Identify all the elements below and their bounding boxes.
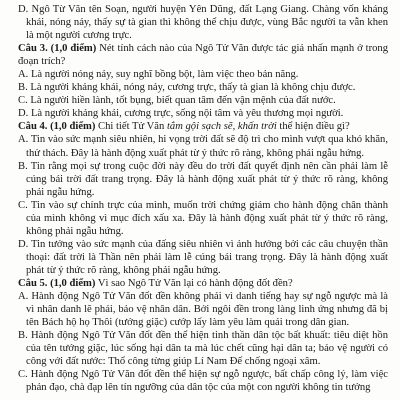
question-3 <box>18 42 388 68</box>
question-5-text: Vì sao Ngô Tử Văn lại có hành động đốt đền? <box>95 277 293 289</box>
q3-option-a: A. Là người nóng nảy, suy nghĩ bồng bột, làm việc theo bản năng. <box>18 69 299 81</box>
question-5 <box>18 277 388 290</box>
q2-option-d <box>18 3 388 42</box>
q5-option-a: A. Hành động Ngô Tử Văn đốt đền không phải vì danh tiếng hay sự ngỗ ngược mà là vì nhân danh lẽ phải, bảo vệ nhân dân. Bởi ngôi đền trong làng linh ứng nhưng đã bị tên Bách hộ họ Thôi (tướng giặc) cướp lấy làm yêu làm quái trong dân gian. <box>18 291 388 329</box>
q4-option-c: C. Tin vào sự chính trực của mình, muốn trời chứng giám cho hành động chân thành của mình không vì mục đích xấu xa. Đây là hành động xuất phát từ ý thức rõ ràng, không phải ngẫu hứng. <box>18 199 388 237</box>
q3-option-d: D. Là người khảng khái, cương trực, sống nội tâm và yêu thương mọi người. <box>18 108 344 120</box>
question-3-text: Nét tính cách nào của Ngô Tử Văn được tác giả nhấn mạnh ở trong đoạn trích? <box>18 43 388 68</box>
question-4-text: Chi tiết Tử Văn <box>95 121 167 133</box>
q5-option-b: B. Hành động Ngô Tử Văn đốt đền thể hiện tinh thần dân tộc bất khuất: tiêu diệt hồn của tên tướng giặc, lúc sống hại dân ta mà lúc chết cũng hại dân ta; bảo vệ người có công với đất nước: Thổ công từng giúp Lí Nam Đế chống ngoại xâm. <box>18 330 388 368</box>
line: khen là một người cương trực. <box>26 17 389 42</box>
line: D. Ngô Từ Văn tên Soạn, người huyện Yên Dũng, đất Lạng Giang. Chàng vốn kháng <box>18 4 388 15</box>
question-4-number: Câu 4. (1,0 điểm) <box>18 121 96 133</box>
question-4-text-end: thể hiện điều gì? <box>276 121 350 133</box>
q3-option-c: C. Là người hiền lành, tốt bụng, biết quan tâm đến vận mệnh của đất nước. <box>18 95 336 107</box>
q4-option-b: B. Tin rằng mọi sự trong cuộc đời này đều do trời đất quyết định nên cần phải làm lễ cúng bái trời đất trang trọng. Đây là hành động xuất phát từ ý thức rõ ràng, không phải ngẫu hứng. <box>18 160 388 198</box>
scan-edge <box>0 0 400 4</box>
line: khái, nóng nảy, thấy sự tà gian thì không thể chịu được, vùng Bắc người ta vẫn <box>26 17 365 29</box>
question-3-number: Câu 3. (1,0 điểm) <box>18 43 97 55</box>
q5-option-c: C. Hành động Ngô Tử Văn đốt đền thể hiện sự ngỗ ngược, bất chấp công lý, làm việc phản đạo, chà đạp lên tín ngưỡng của dân tộc của một con người không tin tưởng <box>18 369 388 394</box>
q4-option-a: A. Tin vào sức mạnh siêu nhiên, hi vọng trời đất sẽ độ trì cho mình vượt qua khó khăn, thử thách. Đây là hành động xuất phát từ ý thức rõ ràng, không phải ngẫu hứng. <box>18 134 388 159</box>
q3-option-b: B. Là người khảng khái, nóng nảy, cương trực, thấy tà gian là không chịu được. <box>18 82 356 94</box>
question-5-number: Câu 5. (1,0 điểm) <box>18 277 96 289</box>
q4-option-d: D. Tin tưởng vào sức mạnh của đấng siêu nhiên vì ảnh hưởng bởi các câu chuyện thần thoại: đất trời là Thần nên phải làm lễ cúng bái trang trọng. Đây là hành động xuất phát từ ý thức rõ ràng, không phải ngẫu hứng. <box>18 238 388 276</box>
question-4-quote: tắm gội sạch sẽ, khấn trời <box>166 121 277 133</box>
question-4 <box>18 120 388 133</box>
